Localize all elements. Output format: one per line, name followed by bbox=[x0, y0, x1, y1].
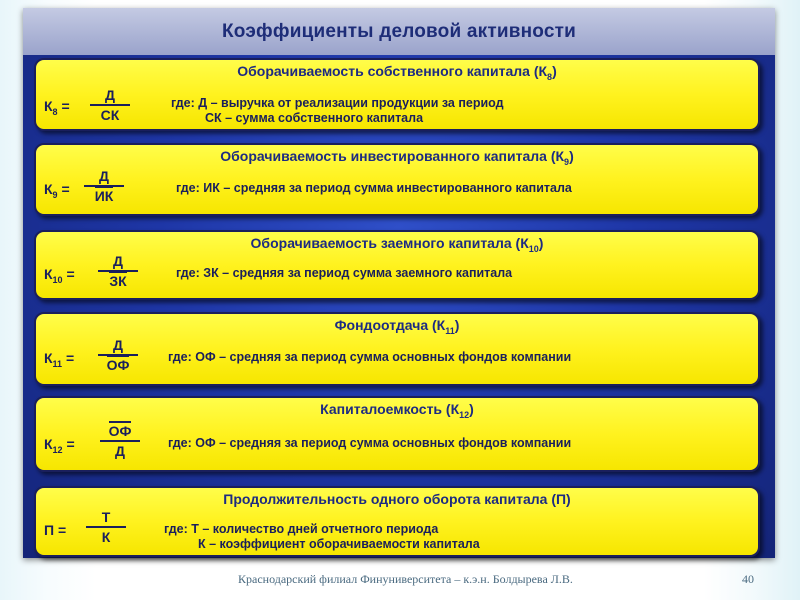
denominator: ИК bbox=[94, 188, 114, 204]
formula-lhs: П = bbox=[44, 522, 67, 538]
denominator: Д bbox=[115, 443, 125, 459]
card-title: Фондоотдача $(К_{11})$ bbox=[334, 317, 460, 336]
fraction bbox=[88, 86, 132, 124]
numerator: Д bbox=[105, 87, 115, 103]
numerator: Т bbox=[101, 509, 111, 525]
formula-lhs: $К_{12}$ = bbox=[44, 436, 75, 455]
denominator: ЗК bbox=[109, 273, 127, 289]
card-title: Оборачиваемость заемного капитала $(К_{10})$ bbox=[250, 235, 544, 254]
card-k12 bbox=[34, 396, 760, 472]
page-number: 40 bbox=[742, 572, 754, 586]
card-k8 bbox=[34, 58, 760, 131]
title-banner bbox=[23, 8, 775, 55]
card-p bbox=[34, 486, 760, 557]
fraction bbox=[96, 252, 140, 290]
fraction bbox=[96, 336, 140, 374]
numerator: Д bbox=[113, 337, 123, 353]
card-title: Оборачиваемость собственного капитала $(К_8)$ bbox=[237, 63, 557, 82]
slide-title: Коэффициенты деловой активности bbox=[222, 20, 576, 42]
denominator: СК bbox=[100, 107, 120, 123]
where-description: где: ОФ – средняя за период сумма основных фондов компании bbox=[168, 436, 572, 450]
numerator: Д bbox=[99, 168, 109, 184]
content-panel bbox=[23, 8, 775, 558]
card-k9 bbox=[34, 143, 760, 216]
fraction bbox=[82, 167, 126, 205]
denominator: ОФ bbox=[106, 357, 130, 373]
formula-lhs: $К_{10}$ = bbox=[44, 266, 75, 285]
numerator: ОФ bbox=[108, 423, 132, 439]
numerator: Д bbox=[113, 253, 123, 269]
fraction bbox=[98, 422, 142, 460]
formula-lhs: $К_8$ = bbox=[44, 98, 70, 117]
fraction bbox=[84, 508, 128, 546]
card-title: Оборачиваемость инвестированного капитала $(К_9)$ bbox=[220, 148, 574, 167]
where-description: где: Д – выручка от реализации продукции за период СК – сумма собственного капитала bbox=[171, 96, 504, 125]
card-k11 bbox=[34, 312, 760, 386]
formula-lhs: $К_9$ = bbox=[44, 181, 70, 200]
card-title: Продолжительность одного оборота капитала (П) bbox=[223, 491, 571, 507]
footer-author: Краснодарский филиал Финуниверситета – к.э.н. Болдырева Л.В. bbox=[238, 572, 573, 586]
where-description: где: Т – количество дней отчетного периода К – коэффициент оборачиваемости капитала bbox=[164, 522, 480, 551]
card-title: Капиталоемкость $(К_{12})$ bbox=[320, 401, 474, 420]
denominator: К bbox=[101, 529, 111, 545]
where-description: где: ОФ – средняя за период сумма основных фондов компании bbox=[168, 350, 572, 364]
where-description: где: ЗК – средняя за период сумма заемного капитала bbox=[176, 266, 513, 280]
card-k10 bbox=[34, 230, 760, 300]
formula-lhs: $К_{11}$ = bbox=[44, 350, 75, 369]
where-description: где: ИК – средняя за период сумма инвестированного капитала bbox=[176, 181, 572, 195]
